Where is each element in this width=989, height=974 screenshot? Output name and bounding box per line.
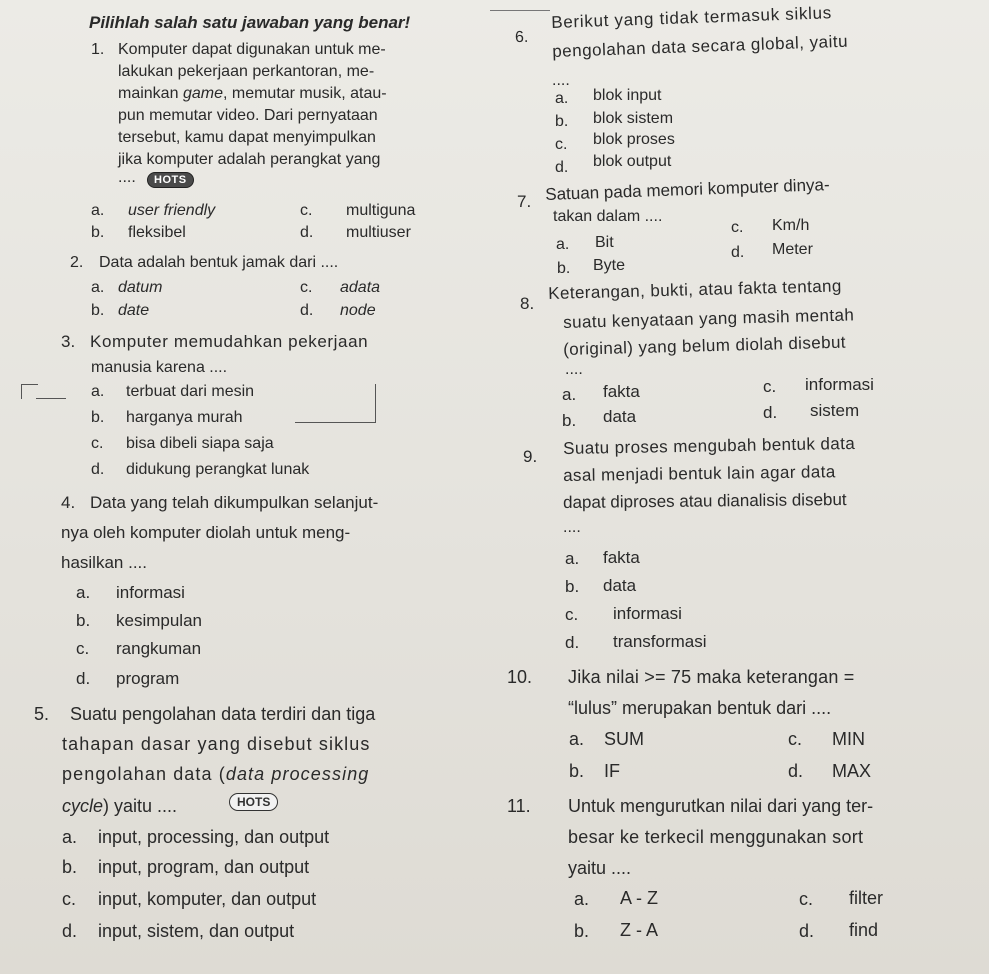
option-b-letter: b. [76,611,91,630]
question-text-line: lakukan pekerjaan perkantoran, me- [118,63,375,80]
question-number: 6. [514,28,529,47]
option-a-text: Bit [595,234,614,251]
option-d-letter: d. [300,224,314,241]
question-number: 7. [517,192,532,211]
option-b-text: data [603,407,637,426]
question-text-line: .... [565,361,583,378]
option-a-text: user friendly [128,202,216,219]
option-c-text: informasi [613,604,682,623]
question-text-line: asal menjadi bentuk lain agar data [562,462,836,485]
question-text-line: .... [563,519,581,536]
option-b-letter: b. [562,411,577,430]
pencil-mark [295,384,376,423]
question-text-line: nya oleh komputer diolah untuk meng- [61,523,351,542]
option-a-letter: a. [91,279,105,296]
option-a-letter: a. [556,236,570,253]
question-number: 2. [70,254,84,271]
option-b-text: data [603,576,637,595]
question-number: 1. [91,41,105,58]
question-text-line: pun memutar video. Dari pernyataan [118,107,378,124]
option-d-text: find [849,920,879,940]
option-a-text: fakta [603,382,640,401]
option-b-text: Byte [593,257,626,274]
rule-line [490,10,550,12]
question-text-line: Komputer dapat digunakan untuk me- [118,41,386,58]
option-c-text: blok proses [593,131,675,148]
hots-badge: HOTS [147,172,194,188]
question-text-line: mainkan game, memutar musik, atau- [118,85,387,102]
option-c-text: adata [340,279,381,296]
option-c-text: MIN [832,729,865,749]
option-d-letter: d. [788,761,804,781]
option-c-letter: c. [300,279,313,296]
question-text-line: .... [118,169,136,186]
option-d-text: transformasi [613,632,707,651]
option-b-text: fleksibel [128,224,186,241]
option-a-text: blok input [593,87,662,104]
question-text-line: pengolahan data secara global, yaitu [551,31,849,61]
option-b-letter: b. [565,577,580,596]
option-b-text: kesimpulan [116,611,202,630]
question-text-line: tersebut, kamu dapat menyimpulkan [118,129,376,146]
question-number: 8. [520,294,535,313]
option-d-letter: d. [555,159,569,176]
question-text-line: pengolahan data (data processing [62,764,370,784]
question-text-line: Data adalah bentuk jamak dari .... [99,254,339,271]
option-b-text: input, program, dan output [98,857,310,877]
option-a-text: fakta [603,548,640,567]
option-c-letter: c. [300,202,313,219]
question-text-line: cycle) yaitu .... [62,796,178,816]
option-c-text: bisa dibeli siapa saja [126,435,274,452]
option-b-text: harganya murah [126,409,243,426]
option-d-text: didukung perangkat lunak [126,461,310,478]
option-d-text: sistem [810,401,860,420]
option-d-letter: d. [799,921,815,941]
option-c-text: filter [849,888,884,908]
option-b-letter: b. [91,302,105,319]
option-d-letter: d. [565,633,580,652]
question-number: 3. [61,332,76,351]
question-text-line: .... [552,72,570,89]
question-text-line: Suatu pengolahan data terdiri dan tiga [70,704,376,724]
pencil-mark [36,398,66,400]
option-c-text: multiguna [346,202,416,219]
option-c-letter: c. [565,605,579,624]
question-number: 4. [61,493,76,512]
option-c-text: input, komputer, dan output [98,889,317,909]
option-b-letter: b. [574,921,590,941]
option-d-text: input, sistem, dan output [98,921,295,941]
option-a-letter: a. [555,90,569,107]
question-text-line: Untuk mengurutkan nilai dari yang ter- [568,796,874,816]
option-a-letter: a. [91,202,105,219]
question-text-line: tahapan dasar yang disebut siklus [62,734,371,754]
hots-badge: HOTS [229,793,278,811]
option-a-letter: a. [569,729,585,749]
option-d-letter: d. [91,461,105,478]
option-a-letter: a. [565,549,580,568]
question-text-line: Komputer memudahkan pekerjaan [90,332,369,351]
question-text-line: Suatu proses mengubah bentuk data [562,433,856,458]
option-d-text: MAX [832,761,872,781]
question-text-line: dapat diproses atau dianalisis disebut [562,490,847,512]
question-number: 5. [34,704,50,724]
option-c-letter: c. [763,377,777,396]
question-text-line: besar ke terkecil menggunakan sort [568,827,864,847]
option-b-letter: b. [91,409,105,426]
option-b-text: Z - A [620,920,659,940]
question-text-line: Keterangan, bukti, atau fakta tentang [547,276,842,303]
question-text-line: “lulus” merupakan bentuk dari .... [568,698,832,718]
option-a-text: SUM [604,729,644,749]
option-a-text: input, processing, dan output [98,827,330,847]
option-a-text: A - Z [620,888,659,908]
option-d-letter: d. [300,302,314,319]
question-text-line: Berikut yang tidak termasuk siklus [550,3,833,32]
option-c-letter: c. [91,435,104,452]
question-text-line: suatu kenyataan yang masih mentah [562,305,855,332]
question-number: 10. [507,667,533,687]
option-a-text: datum [118,279,163,296]
option-c-letter: c. [788,729,803,749]
question-text-line: Data yang telah dikumpulkan selanjut- [90,493,379,512]
option-a-text: informasi [116,583,185,602]
option-c-text: rangkuman [116,639,202,658]
option-b-text: IF [604,761,620,781]
option-d-letter: d. [731,244,745,261]
option-c-text: Km/h [772,217,810,234]
question-text-line: takan dalam .... [553,208,663,225]
option-c-letter: c. [731,219,744,236]
option-c-letter: c. [555,136,568,153]
option-a-letter: a. [562,385,577,404]
option-b-letter: b. [555,113,569,130]
option-a-letter: a. [62,827,78,847]
option-a-text: terbuat dari mesin [126,383,255,400]
option-d-text: multiuser [346,224,411,241]
option-c-letter: c. [799,889,814,909]
option-d-letter: d. [76,669,91,688]
option-d-letter: d. [763,403,778,422]
question-text-line: hasilkan .... [61,553,147,572]
option-a-letter: a. [91,383,105,400]
option-b-letter: b. [91,224,105,241]
option-b-text: date [118,302,150,319]
option-b-letter: b. [557,260,571,277]
option-d-text: node [340,302,376,319]
question-text-line: Satuan pada memori komputer dinya- [544,175,830,204]
option-d-letter: d. [62,921,78,941]
option-d-text: program [116,669,180,688]
option-d-text: blok output [593,153,672,170]
option-a-letter: a. [574,889,590,909]
question-number: 9. [523,447,538,466]
question-number: 11. [507,796,531,816]
option-c-letter: c. [76,639,90,658]
pencil-mark [21,384,38,399]
option-b-letter: b. [62,857,78,877]
option-c-letter: c. [62,889,77,909]
option-d-text: Meter [772,241,813,258]
question-text-line: (original) yang belum diolah disebut [562,332,847,359]
option-a-letter: a. [76,583,91,602]
question-text-line: Jika nilai >= 75 maka keterangan = [568,667,855,687]
question-text-line: jika komputer adalah perangkat yang [118,151,381,168]
option-b-text: blok sistem [593,110,674,127]
question-text-line: yaitu .... [568,858,632,878]
instruction-heading: Pilihlah salah satu jawaban yang benar! [89,13,411,32]
option-c-text: informasi [805,375,874,394]
option-b-letter: b. [569,761,585,781]
question-text-line: manusia karena .... [91,359,228,376]
